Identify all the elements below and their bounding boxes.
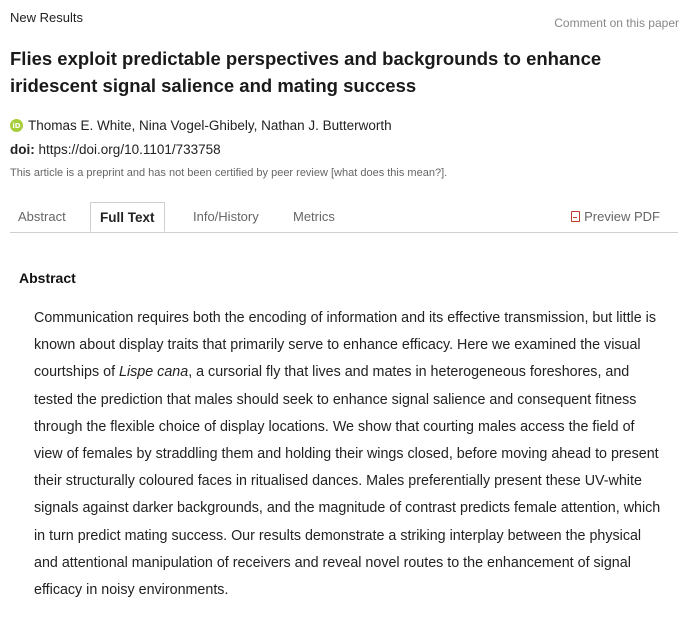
tab-full-text[interactable]: Full Text (90, 202, 165, 232)
species-name: Lispe cana (119, 364, 189, 381)
preprint-notice: This article is a preprint and has not been certified by peer review [what does this mean?]. (10, 167, 448, 179)
abstract-text (34, 305, 662, 604)
preview-pdf-button[interactable] (571, 209, 660, 224)
author-list (10, 118, 392, 133)
abstract-text-part2: , a cursorial fly that lives and mates in heterogeneous foreshores, and tested the prediction that males should seek to enhance signal salience and consequent fitness through the flexible choice of display locations. We show that courting males access the field of view of females by straddling them and holding their wings closed, before moving ahead to present their structurally coloured faces in ritualised dances. Males preferentially present these UV-white signals against darker backgrounds, and the magnitude of contrast predicts female attention, which in turn predict mating success. Our results demonstrate a striking interplay between the physical and attentional manipulation of receivers and reveal novel routes to the enhancement of signal efficacy in noisy environments. (34, 364, 661, 599)
comment-link[interactable]: Comment on this paper (554, 16, 679, 30)
tab-metrics[interactable]: Metrics (293, 209, 335, 224)
abstract-heading: Abstract (19, 270, 76, 286)
pdf-file-icon (571, 211, 580, 222)
article-title: Flies exploit predictable perspectives and backgrounds to enhance iridescent signal salience and mating success (10, 48, 602, 96)
article-tabs (10, 202, 678, 233)
doi-line (10, 142, 221, 157)
doi-link[interactable]: https://doi.org/10.1101/733758 (38, 142, 221, 157)
article-status: New Results (10, 10, 83, 25)
orcid-icon[interactable]: iD (10, 119, 23, 132)
preview-pdf-label: Preview PDF (584, 209, 660, 224)
authors-text[interactable]: Thomas E. White, Nina Vogel-Ghibely, Nathan J. Butterworth (28, 118, 392, 133)
abstract-text-part1: Communication requires both the encoding of information and its effective transmission, but little is known about display traits that primarily serve to enhance efficacy. Here we examined the visual courtships of (34, 310, 656, 381)
doi-label: doi: (10, 142, 35, 157)
tab-info-history[interactable]: Info/History (193, 209, 259, 224)
tab-abstract[interactable]: Abstract (18, 209, 66, 224)
